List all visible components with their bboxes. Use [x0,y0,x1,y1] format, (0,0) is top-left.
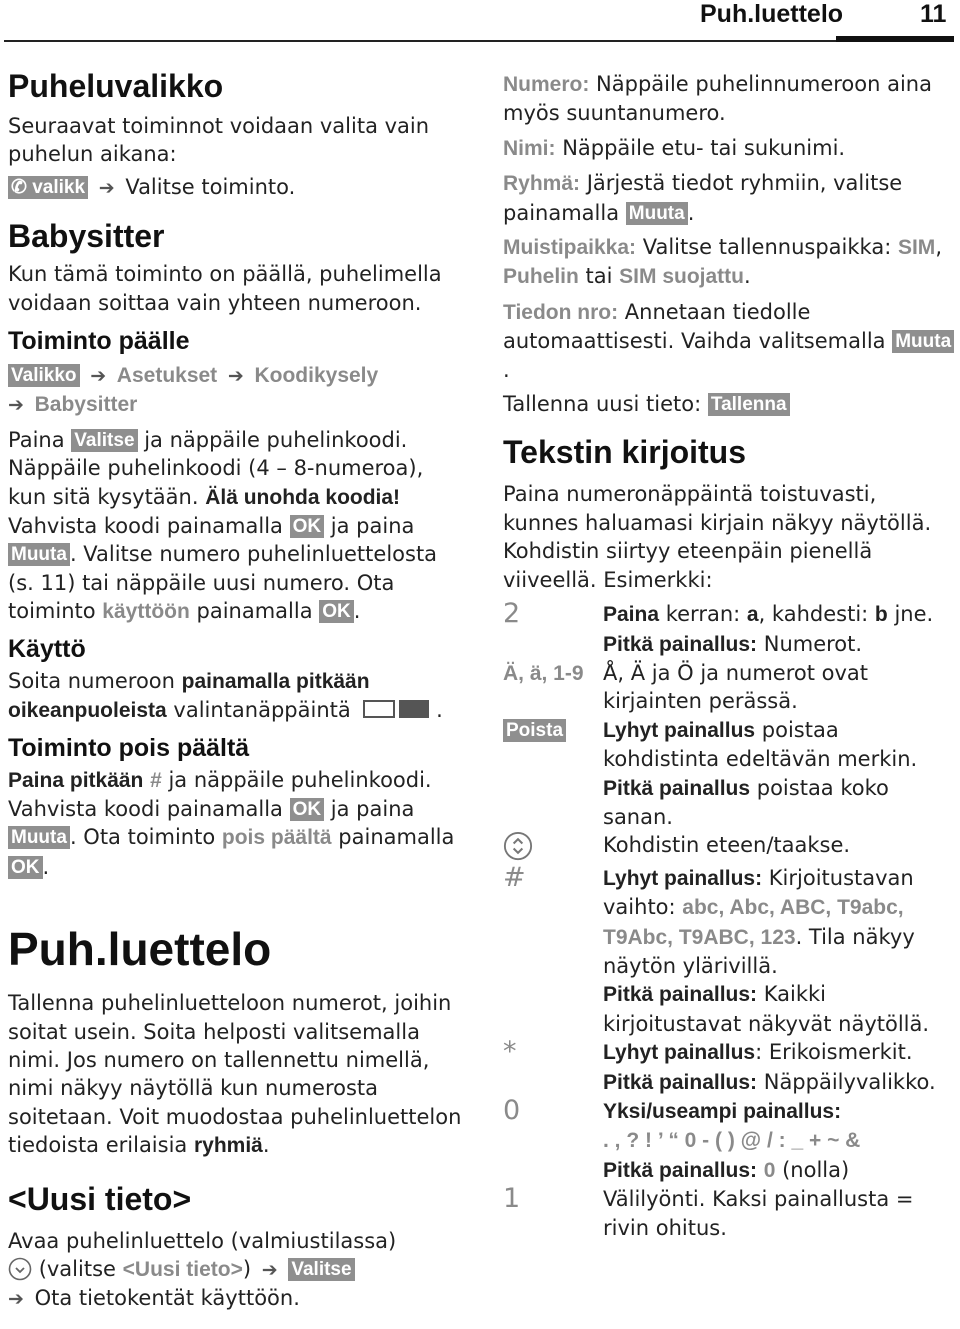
section-heading-uusi-tieto: <Uusi tieto> [8,1180,192,1217]
right-column [503,70,958,1242]
arrow-icon: ➔ [227,365,244,388]
key-table [503,600,958,1242]
uusitieto-line2: (valitse <Uusi tieto>) ➔ Valitse [8,1255,468,1284]
pois-text: Paina pitkään # ja näppäile puhelinkoodi. Vahvista koodi painamalla OK ja paina Muuta . Ota toiminto pois päältä painamalla OK . [8,767,455,879]
hash-key-icon: # [150,768,162,792]
menu-path-babysitter: Babysitter [34,393,138,417]
left-column [8,66,468,1314]
puhluettelo-intro: Tallenna puhelinluetteloon numerot, joihin soitat usein. Soita helposti valitsemalla nimi. Jos numero on tallennettu nimellä, nimi näkyy näytöllä kun numerosta soitetaan. Voit muodostaa puhelinluettelon tiedoista erilaisia ryhmiä. [8,991,462,1158]
menu-path [8,361,468,420]
header-rule [4,40,954,42]
muuta-key: Muuta [8,543,70,566]
valikko-key: Valikko [8,364,80,387]
ok-key: OK [319,600,354,623]
nav-down-icon [8,1257,32,1281]
section-heading-tekstin-kirjoitus: Tekstin kirjoitus [503,434,747,471]
babysitter-instructions: Paina Valitse ja näppäile puhelinkoodi. Näppäile puhelinkoodi (4 – 8-numeroa), kun sitä kysytään. Älä unohda koodia! Vahvista koodi painamalla OK ja paina Muuta . Valitse numero puhelinluettelosta (s. 11) tai näppäile uusi numero. Ota toiminto käyttöön painamalla OK . [8,427,438,624]
muuta-key: Muuta [892,330,954,353]
menu-path-koodikysely: Koodikysely [254,364,379,388]
arrow-icon: ➔ [98,176,115,199]
uusitieto-line3: ➔ Ota tietokentät käyttöön. [8,1284,468,1313]
ok-key: OK [8,856,43,879]
subheading-toiminto-paalle: Toiminto päälle [8,327,190,356]
key-row-0: 0 Yksi/useampi painallus: . , ? ! ’ “ 0 - ( ) @ / : _ + ~ & Pitkä painallus: 0 (nolla) [503,1095,861,1182]
babysitter-intro: Kun tämä toiminto on päällä, puhelimella voidaan soittaa vain yhteen numeroon. [8,262,442,315]
key-row-nav: Kohdistin eteen/taakse. [503,831,958,863]
phone-icon: ✆ [11,176,27,198]
field-muistipaikka: Muistipaikka: Valitse tallennuspaikka: SIM, Puhelin tai SIM suojattu. [503,235,942,289]
uusitieto-line1: Avaa puhelinluettelo (valmiustilassa) [8,1228,397,1253]
key-row-umlaut: Ä, ä, 1-9 Å, Ä ja Ö ja numerot ovat kirjainten perässä. [503,660,869,714]
left-softkey-icon [363,700,395,718]
arrow-icon: ➔ [8,1288,24,1311]
kaytto-text: Soita numeroon painamalla pitkään oikeanpuoleista valintanäppäintä . [8,668,443,723]
valitse-key: Valitse [288,1258,354,1281]
tk-intro: Paina numeronäppäintä toistuvasti, kunnes haluamasi kirjain näkyy näytöllä. Kohdistin siirtyy eteenpäin pienellä viiveellä. Esimerkki: [503,482,932,592]
key-row-hash: # Lyhyt painallus: Kirjoitustavan vaihto: abc, Abc, ABC, T9abc, T9Abc, T9ABC, 123. Tila näkyy näytön ylärivillä. Pitkä painallus: Kaikki kirjoitustavat näkyvät näytöllä. [503,861,930,1036]
chapter-heading-puhluettelo: Puh.luettelo [8,923,272,976]
field-tiedon-nro: Tiedon nro: Annetaan tiedolle automaattisesti. Vaihda valitsemalla Muuta. [503,298,958,384]
arrow-icon: ➔ [8,394,24,417]
key-row-poista: Poista Lyhyt painallus poistaa kohdistinta edeltävän merkin. Pitkä painallus poistaa koko sanan. [503,716,958,832]
subheading-toiminto-pois: Toiminto pois päältä [8,733,250,762]
arrow-icon: ➔ [90,365,107,388]
menu-path-asetukset: Asetukset [116,364,218,388]
ok-key: OK [290,515,325,538]
tallenna-line: Tallenna uusi tieto: Tallenna [503,390,958,418]
header-rule-accent [836,36,954,42]
key-row-1: 1 Välilyönti. Kaksi painallusta = rivin ohitus. [503,1183,914,1240]
muuta-key: Muuta [626,202,688,225]
ok-key: OK [290,798,325,821]
field-numero: Numero: Näppäile puhelinnumeroon aina myös suuntanumero. [503,72,932,126]
subheading-kaytto: Käyttö [8,634,86,663]
valitse-key: Valitse [71,429,137,452]
puheluvalikko-step: ✆ valikk ➔ Valitse toiminto. [8,173,468,202]
section-heading-babysitter: Babysitter [8,218,165,255]
field-ryhma: Ryhmä: Järjestä tiedot ryhmiin, valitse painamalla Muuta . [503,171,903,225]
key-row-star: * Lyhyt painallus: Erikoismerkit. Pitkä painallus: Näppäilyvalikko. [503,1036,936,1094]
valikk-key: ✆ valikk [8,176,88,199]
right-softkey-icon [399,700,429,718]
puheluvalikko-intro: Seuraavat toiminnot voidaan valita vain puhelun aikana: [8,114,430,167]
key-row-2: 2 Paina kerran: a, kahdesti: b jne. Pitkä painallus: Numerot. [503,598,934,656]
poista-key: Poista [503,719,566,742]
section-heading-puheluvalikko: Puheluvalikko [8,68,224,104]
nav-up-down-icon [503,831,533,861]
muuta-key: Muuta [8,826,70,849]
page-number: 11 [920,0,947,28]
field-nimi: Nimi: Näppäile etu- tai sukunimi. [503,135,846,160]
arrow-icon: ➔ [261,1258,278,1281]
header-title: Puh.luettelo [700,0,844,28]
tallenna-key: Tallenna [708,393,790,416]
